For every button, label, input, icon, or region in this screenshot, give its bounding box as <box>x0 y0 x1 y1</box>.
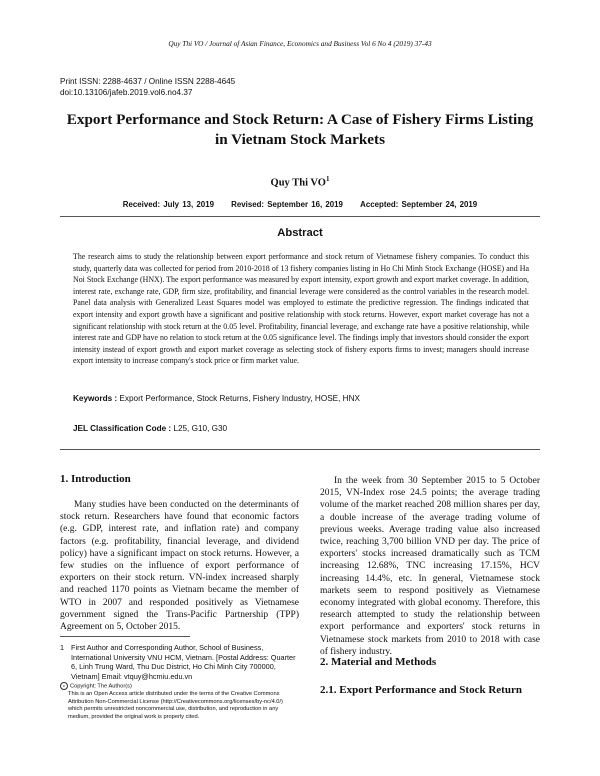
footnote-text: First Author and Corresponding Author, School of Business, International University VNU HCM, Vietnam. [Postal Address: Quarter 6, Linh Trung Ward, Thu Duc District, Ho Chi Minh City 700000, Vietnam] Email: vtquy@hcmiu.edu.vn <box>71 643 296 681</box>
received-date: Received: July 13, 2019 <box>122 200 214 209</box>
keywords-value: Export Performance, Stock Returns, Fishery Industry, HOSE, HNX <box>117 394 360 403</box>
keywords-label: Keywords : <box>73 394 118 403</box>
jel-value: L25, G10, G30 <box>171 424 228 433</box>
section-heading-introduction: 1. Introduction <box>60 473 131 485</box>
section-heading-material-methods: 2. Material and Methods <box>320 656 437 668</box>
doi-line: doi:10.13106/jafeb.2019.vol6.no4.37 <box>60 87 193 97</box>
right-column-paragraph: In the week from 30 September 2015 to 5 October 2015, VN-Index rose 24.5 points; the average trading volume of the market reached 208 million shares per day, a double increase of the average trading volume of previous weeks. Average trading value also increased twice, reaching 3,700 billion VND per day. The price of exporters' stocks increased dramatically such as TCM increasing 12.68%, TNC increasing 17.15%, HCV increasing 14.4%, etc. In general, Vietnamese stock markets seem to respond positively as Vietnamese economy integrated with global economy. Therefore, this research attempted to study the relationship between export performance and exporters' stock returns in Vietnamese stock markets from 2010 to 2018 with case of fishery industry. <box>320 476 540 657</box>
running-header: Quy Thi VO / Journal of Asian Finance, Economics and Business Vol 6 No 4 (2019) 37-43 <box>168 39 432 48</box>
issn-line: Print ISSN: 2288-4637 / Online ISSN 2288-4645 <box>60 77 236 86</box>
abstract-heading: Abstract <box>277 227 323 239</box>
publication-info <box>60 77 235 98</box>
article-dates <box>0 200 600 209</box>
subsection-heading-export-performance: 2.1. Export Performance and Stock Return <box>320 684 522 696</box>
jel-label: JEL Classification Code : <box>73 424 172 433</box>
author-line <box>0 175 600 189</box>
abstract-body: The research aims to study the relationship between export performance and stock return of Vietnamese fishery companies. To conduct this study, quarterly data was collected for period from 2010-2018 of 13 fishery companies listing in Ho Chi Minh Stock Exchange (HOSE) and Ha Noi Stock Exchange (HNX). The export performance was measured by export intensity, export growth and export market coverage. In addition, interest rate, exchange rate, GDP, firm size, profitability, and financial leverage were considered as the control variables in the research model. Panel data analysis with Generalized Least Squares model was employed to estimate the predictive regression. The findings indicated that export intensity and export growth have a significant and positive relationship with stock returns. However, export market coverage has not a significant relationship with stock return at the 0.05 level. Profitability, financial leverage, and exchange rate have a positive relationship, while interest rate and GDP have no relation to stock return at the 0.05 significance level. The findings imply that investors should consider the export intensity instead of export growth and export market coverage as selecting stock of fishery exports firms to invest; managers should increase export intensity to increase company's stock price or firm market value. <box>73 252 529 366</box>
bottom-divider <box>60 449 540 450</box>
footnote-divider <box>60 636 190 637</box>
copyright-line: Copyright: The Author(s) <box>70 683 132 690</box>
author-footnote-marker: 1 <box>325 175 330 183</box>
author-footnote <box>60 643 299 681</box>
copyright-icon: c <box>60 682 68 690</box>
copyright-notice <box>60 682 299 721</box>
top-divider <box>60 216 540 217</box>
revised-date: Revised: September 16, 2019 <box>231 200 343 209</box>
author-name: Quy Thi VO <box>270 177 326 189</box>
accepted-date: Accepted: September 24, 2019 <box>360 200 478 209</box>
keywords-line <box>73 394 360 403</box>
footnote-number: 1 <box>60 643 65 652</box>
jel-line <box>73 424 227 433</box>
intro-paragraph: Many studies have been conducted on the determinants of stock return. Researchers have found that economic factors (e.g. GDP, interest rate, and inflation rate) and company factors (e.g. profitability, financial leverage, and dividend policy) have a significant impact on stock returns. However, a few studies on the influence of export performance of exporters on their stock return. VN-index increased sharply and reached 1170 points as Vietnam became the member of WTO in 2007 and responded positively as Vietnamese government signed the Trans-Pacific Partnership (TPP) Agreement on 5, October 2015. <box>60 500 299 633</box>
license-text: This is an Open Access article distributed under the terms of the Creative Commons Attribution Non-Commercial License (http://Creativecommons.org/licenses/by-nc/4.0/) which permits unrestricted noncommercial use, distribution, and reproduction in any medium, provided the original work is properly cited. <box>68 691 283 720</box>
paper-title: Export Performance and Stock Return: A Case of Fishery Firms Listing in Vietnam Stock Markets <box>66 111 534 148</box>
